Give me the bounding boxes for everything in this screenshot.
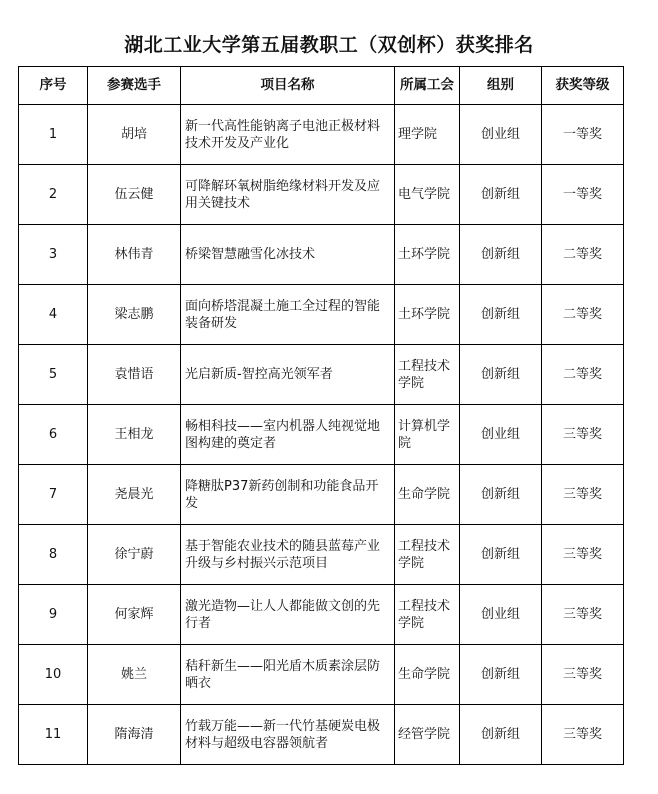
cell-union: 土环学院 [395, 225, 460, 285]
table-row [19, 465, 624, 525]
cell-group: 创新组 [460, 345, 542, 405]
table-header-row [19, 67, 624, 105]
cell-award: 三等奖 [542, 585, 624, 645]
cell-player: 徐宁蔚 [88, 525, 181, 585]
cell-group: 创新组 [460, 525, 542, 585]
cell-union: 电气学院 [395, 165, 460, 225]
cell-no: 2 [19, 165, 88, 225]
header-group: 组别 [460, 67, 542, 105]
cell-player: 姚兰 [88, 645, 181, 705]
table-row [19, 165, 624, 225]
cell-no: 8 [19, 525, 88, 585]
cell-player: 王相龙 [88, 405, 181, 465]
table-row [19, 225, 624, 285]
cell-player: 袁惜语 [88, 345, 181, 405]
cell-player: 伍云健 [88, 165, 181, 225]
cell-project: 秸秆新生——阳光盾木质素涂层防晒衣 [181, 645, 395, 705]
cell-union: 工程技术学院 [395, 585, 460, 645]
cell-project: 桥梁智慧融雪化冰技术 [181, 225, 395, 285]
ranking-table [18, 66, 624, 765]
cell-no: 10 [19, 645, 88, 705]
table-row [19, 525, 624, 585]
cell-no: 11 [19, 705, 88, 765]
cell-award: 三等奖 [542, 645, 624, 705]
cell-award: 二等奖 [542, 225, 624, 285]
header-award: 获奖等级 [542, 67, 624, 105]
cell-union: 土环学院 [395, 285, 460, 345]
cell-no: 3 [19, 225, 88, 285]
table-row [19, 585, 624, 645]
cell-project: 畅相科技——室内机器人纯视觉地图构建的奠定者 [181, 405, 395, 465]
cell-no: 1 [19, 105, 88, 165]
cell-player: 隋海清 [88, 705, 181, 765]
cell-award: 三等奖 [542, 705, 624, 765]
header-player: 参赛选手 [88, 67, 181, 105]
cell-no: 6 [19, 405, 88, 465]
cell-award: 二等奖 [542, 285, 624, 345]
cell-union: 理学院 [395, 105, 460, 165]
cell-union: 工程技术学院 [395, 345, 460, 405]
cell-player: 梁志鹏 [88, 285, 181, 345]
cell-award: 三等奖 [542, 525, 624, 585]
cell-no: 5 [19, 345, 88, 405]
cell-project: 新一代高性能钠离子电池正极材料技术开发及产业化 [181, 105, 395, 165]
document-title: 湖北工业大学第五届教职工（双创杯）获奖排名 [124, 34, 534, 56]
cell-union: 生命学院 [395, 465, 460, 525]
cell-project: 面向桥塔混凝土施工全过程的智能装备研发 [181, 285, 395, 345]
cell-union: 计算机学院 [395, 405, 460, 465]
cell-union: 经管学院 [395, 705, 460, 765]
cell-player: 林伟青 [88, 225, 181, 285]
cell-award: 一等奖 [542, 165, 624, 225]
cell-union: 生命学院 [395, 645, 460, 705]
cell-no: 4 [19, 285, 88, 345]
cell-group: 创新组 [460, 645, 542, 705]
table-row [19, 405, 624, 465]
header-no: 序号 [19, 67, 88, 105]
cell-player: 何家辉 [88, 585, 181, 645]
cell-group: 创新组 [460, 165, 542, 225]
cell-player: 胡培 [88, 105, 181, 165]
cell-project: 可降解环氧树脂绝缘材料开发及应用关键技术 [181, 165, 395, 225]
cell-group: 创新组 [460, 285, 542, 345]
table-row [19, 285, 624, 345]
cell-union: 工程技术学院 [395, 525, 460, 585]
cell-project: 激光造物—让人人都能做文创的先行者 [181, 585, 395, 645]
cell-award: 二等奖 [542, 345, 624, 405]
cell-no: 9 [19, 585, 88, 645]
cell-group: 创业组 [460, 405, 542, 465]
cell-no: 7 [19, 465, 88, 525]
table-row [19, 105, 624, 165]
table-row [19, 705, 624, 765]
cell-project: 基于智能农业技术的随县蓝莓产业升级与乡村振兴示范项目 [181, 525, 395, 585]
cell-project: 竹载万能——新一代竹基硬炭电极材料与超级电容器领航者 [181, 705, 395, 765]
cell-group: 创业组 [460, 585, 542, 645]
cell-player: 尧晨光 [88, 465, 181, 525]
header-project: 项目名称 [181, 67, 395, 105]
cell-award: 一等奖 [542, 105, 624, 165]
cell-group: 创新组 [460, 705, 542, 765]
table-row [19, 345, 624, 405]
cell-group: 创业组 [460, 105, 542, 165]
cell-award: 三等奖 [542, 405, 624, 465]
cell-award: 三等奖 [542, 465, 624, 525]
table-row [19, 645, 624, 705]
cell-group: 创新组 [460, 465, 542, 525]
cell-group: 创新组 [460, 225, 542, 285]
cell-project: 光启新质-智控高光领军者 [181, 345, 395, 405]
cell-project: 降糖肽P37新药创制和功能食品开发 [181, 465, 395, 525]
header-union: 所属工会 [395, 67, 460, 105]
